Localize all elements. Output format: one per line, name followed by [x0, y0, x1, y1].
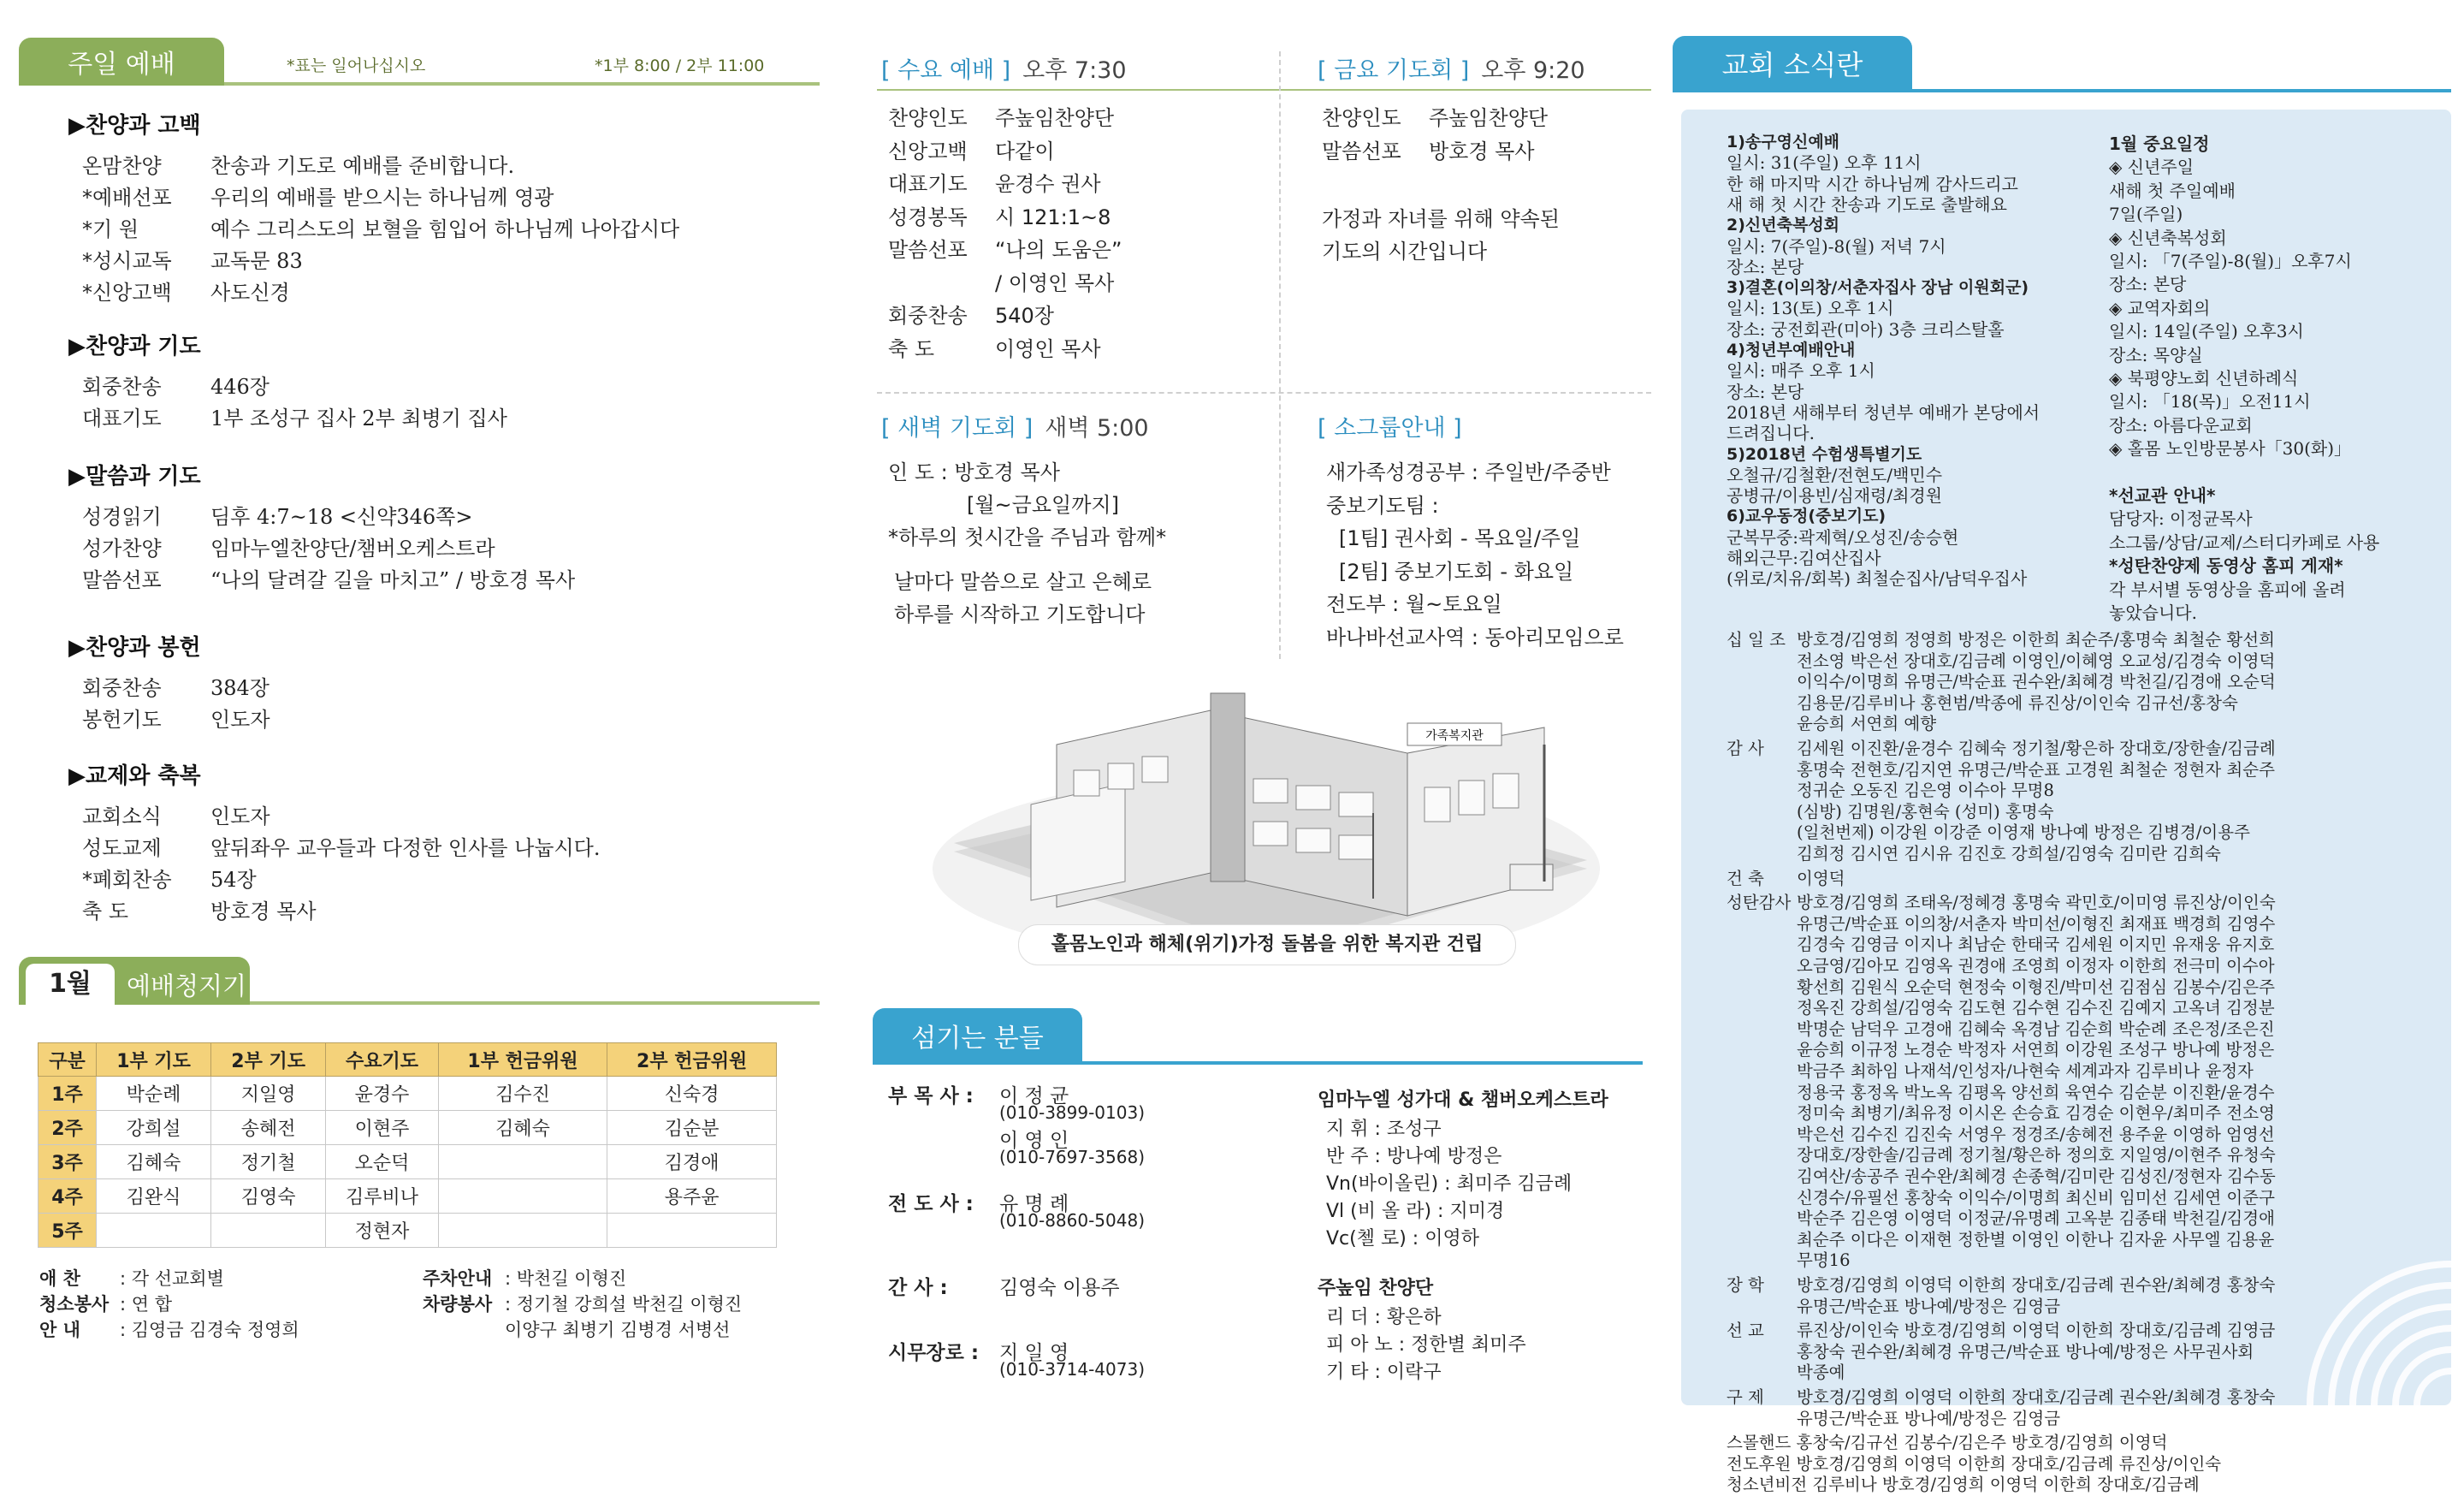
note-label: 안 내 — [39, 1320, 80, 1340]
row-value: 540장 — [995, 304, 1054, 328]
column-divider — [1279, 51, 1281, 659]
roll-line: 오금영/김아모 김영옥 권경애 조영희 이정자 이한희 전극미 이수아 — [1797, 955, 2275, 976]
news-line: 군복무중:곽제혁/오성진/송승현 — [1727, 526, 1959, 548]
row-value: 사도신경 — [210, 281, 290, 305]
row-label: 봉헌기도 — [82, 708, 162, 732]
news-schedule-line: 장소: 본당 — [2109, 274, 2187, 295]
server-value: 이 정 균 — [999, 1085, 1069, 1107]
news-schedule-line: 소그룹/상담/교제/스터디카페로 사용 — [2109, 531, 2380, 553]
choir-member: 반 주 : 방나예 방정은 — [1326, 1146, 1502, 1167]
roll-line: 정옥진 강희설/김영숙 김도현 김수현 김수진 김예지 고옥녀 김정분 — [1797, 998, 2275, 1018]
roll-line: 무명16 — [1797, 1250, 1851, 1271]
row-label: 회중찬송 — [82, 676, 162, 700]
news-schedule-line: 각 부서별 동영상을 홈피에 올려 — [2109, 579, 2346, 600]
news-schedule-line: *선교관 안내* — [2109, 485, 2216, 506]
row-divider — [877, 392, 1651, 394]
row-value: 다같이 — [995, 139, 1055, 163]
note-label: 차량봉사 — [423, 1294, 493, 1315]
news-schedule-line: 일시: 14일(주일) 오후3시 — [2109, 321, 2304, 342]
roll-label: 성탄감사 — [1727, 893, 1792, 913]
table-cell: 용주윤 — [607, 1179, 777, 1214]
row-label: 회중찬송 — [888, 304, 968, 328]
row-label: 성경읽기 — [82, 505, 162, 529]
news-schedule-line: 7일(주일) — [2109, 204, 2183, 225]
praise-member: 기 타 : 이락구 — [1326, 1362, 1442, 1383]
server-value: 유 명 례 — [999, 1193, 1069, 1215]
row-label: 성도교제 — [82, 836, 162, 860]
row-label: 신앙고백 — [888, 139, 968, 163]
news-line: 4)청년부예배안내 — [1727, 341, 1856, 359]
roll-line: 전소영 박은선 장대호/김금례 이영인/이혜영 오교성/김경숙 이영덕 — [1797, 650, 2276, 671]
row-value: 인도자 — [210, 708, 270, 732]
table-row — [38, 1077, 777, 1111]
roll-line: 박명순 남덕우 고경애 김혜숙 옥경남 김순희 박순례 조은정/조은진 — [1797, 1018, 2275, 1039]
roll-line: 유명근/박순표 방나예/방정은 김영금 — [1797, 1408, 2061, 1428]
note-label: 주차안내 — [423, 1268, 493, 1289]
note-label: 청소봉사 — [39, 1294, 110, 1315]
row-value: 54장 — [210, 868, 257, 892]
table-cell: 김순분 — [607, 1111, 777, 1145]
row-label: *폐회찬송 — [82, 868, 172, 892]
news-line: 오철규/김철환/전현도/백민수 — [1727, 464, 1943, 485]
wednesday-row — [888, 299, 1054, 329]
news-line: 1)송구영신예배 — [1727, 133, 1840, 151]
table-cell — [438, 1214, 607, 1248]
friday-row — [1322, 101, 1548, 131]
worship-row — [82, 149, 514, 179]
news-line: 장소: 본당 — [1727, 256, 1804, 277]
servers-tab: 섬기는 분들 — [873, 1008, 1082, 1063]
choir-member: 지 휘 : 조성구 — [1326, 1119, 1442, 1140]
table-header: 2부 헌금위원 — [607, 1043, 777, 1077]
worship-steward-table — [38, 1042, 777, 1248]
roll-line: 윤승희 이규정 노경순 박정자 서연희 이강원 조성구 방나예 방정은 — [1797, 1040, 2275, 1060]
worship-row — [82, 863, 257, 893]
roll-block — [1727, 630, 2445, 735]
dawn-time: 새벽 5:00 — [1045, 415, 1149, 442]
sunday-service-tab: 주일 예배 — [19, 38, 224, 86]
roll-line: 전도후원 방호경/김영희 이영덕 이한희 장대호/김금례 류진상/이인숙 — [1727, 1453, 2222, 1474]
row-label: 대표기도 — [888, 172, 968, 196]
worship-row — [82, 894, 317, 924]
friday-row — [1322, 134, 1535, 164]
roll-line: 이영덕 — [1797, 868, 1845, 888]
server-value: 지 일 영 — [999, 1342, 1069, 1364]
server-value: (010-8860-5048) — [999, 1210, 1146, 1231]
news-line: 일시: 매주 오후 1시 — [1727, 360, 1875, 382]
row-value: 앞뒤좌우 교우들과 다정한 인사를 나눕시다. — [210, 836, 601, 860]
note-value: : 각 선교회별 — [120, 1268, 224, 1289]
table-cell: 강희설 — [97, 1111, 211, 1145]
worship-row — [82, 799, 270, 829]
news-line: 2018년 새해부터 청년부 예배가 본당에서 — [1727, 401, 2040, 423]
server-label: 간 사 : — [888, 1277, 948, 1299]
news-schedule-line: 담당자: 이정균목사 — [2109, 508, 2253, 530]
server-label: 시무장로 : — [888, 1342, 980, 1364]
table-cell: 정기철 — [211, 1145, 326, 1179]
roll-line: 김용문/김루비나 홍현범/박종에 류진상/이인숙 김규선/홍창숙 — [1797, 692, 2238, 713]
row-value: “나의 도움은” — [995, 238, 1122, 262]
row-label: 축 도 — [82, 899, 128, 923]
row-value: 이영인 목사 — [995, 336, 1101, 361]
building-sign: 가족복지관 — [1425, 729, 1484, 743]
praise-member: 피 아 노 : 정한별 최미주 — [1326, 1334, 1526, 1356]
dawn-line: 인 도 : 방호경 목사 — [888, 460, 1060, 484]
roll-line: 최순주 이다은 이재현 정한별 이영인 이한나 김자윤 사무엘 김용윤 — [1797, 1229, 2275, 1250]
row-label: 회중찬송 — [82, 375, 162, 399]
table-cell: 김영숙 — [211, 1179, 326, 1214]
news-schedule-line: 새해 첫 주일예배 — [2109, 180, 2236, 201]
sunday-service-column — [0, 0, 821, 1416]
table-header: 구분 — [38, 1043, 97, 1077]
roll-block — [1727, 1433, 2445, 1496]
dawn-line: 날마다 말씀으로 살고 은혜로 — [894, 570, 1152, 594]
table-cell: 이현주 — [326, 1111, 439, 1145]
section-title: ▶말씀과 기도 — [68, 464, 201, 490]
row-value: 384장 — [210, 676, 270, 700]
roll-line: 방호경/김영희 조태옥/정혜경 홍명숙 곽민호/이미영 류진상/이인숙 — [1797, 893, 2276, 913]
table-cell: 신숙경 — [607, 1077, 777, 1111]
row-value: 방호경 목사 — [1429, 139, 1535, 163]
friday-time: 오후 9:20 — [1481, 57, 1585, 84]
roll-block — [1727, 1387, 2445, 1429]
wednesday-row — [888, 134, 1055, 164]
roll-line: 김희정 김시연 김시유 김진호 강희설/김영숙 김미란 김희숙 — [1797, 844, 2221, 864]
news-line: 일시: 7(주일)-8(월) 저녁 7시 — [1727, 235, 1946, 257]
row-value: 시 121:1~8 — [995, 205, 1111, 229]
roll-line: 박은선 김수진 김진숙 서영우 정경조/송혜전 용주윤 이영하 엄영선 — [1797, 1124, 2275, 1144]
table-cell: 4주 — [38, 1179, 97, 1214]
roll-block — [1727, 893, 2445, 1272]
table-header: 1부 기도 — [97, 1043, 211, 1077]
worship-row — [82, 244, 303, 274]
section-divider — [877, 89, 1651, 91]
news-tab: 교회 소식란 — [1673, 36, 1912, 91]
smallgroup-line: 바나바선교사역 : 동아리모임으로 — [1326, 625, 1624, 650]
row-value: 446장 — [210, 375, 270, 399]
friday-title: [ 금요 기도회 ] — [1318, 57, 1470, 84]
smallgroup-line: 중보기도팀 : — [1326, 493, 1439, 518]
news-schedule-line: 장소: 목양실 — [2109, 344, 2203, 365]
roll-block — [1727, 869, 2445, 890]
worship-row — [82, 370, 270, 400]
news-schedule-line: ◈ 교역자회의 — [2109, 297, 2211, 318]
server-value: (010-7697-3568) — [999, 1147, 1146, 1167]
table-cell: 정현자 — [326, 1214, 439, 1248]
news-line: 일시: 31(주일) 오후 11시 — [1727, 152, 1922, 174]
table-cell: 1주 — [38, 1077, 97, 1111]
table-cell — [438, 1145, 607, 1179]
table-cell: 김수진 — [438, 1077, 607, 1111]
friday-note-1: 가정과 자녀를 위해 약속된 — [1322, 207, 1560, 231]
choir-member: Vn(바이올린) : 최미주 김금례 — [1326, 1173, 1573, 1195]
friday-header — [1318, 51, 1585, 85]
news-line: (위로/치유/회복) 최철순집사/남덕우집사 — [1727, 568, 2028, 590]
row-value: 우리의 예배를 받으시는 하나님께 영광 — [210, 186, 554, 210]
table-cell: 윤경수 — [326, 1077, 439, 1111]
wednesday-row — [888, 332, 1101, 362]
dawn-line: [월~금요일까지] — [967, 493, 1119, 517]
smallgroup-header — [1318, 409, 1462, 442]
server-value: (010-3899-0103) — [999, 1102, 1146, 1123]
section-title: ▶찬양과 기도 — [68, 334, 201, 359]
roll-line: 박금주 최하임 나재석/인성자/나현숙 세계과자 김루비나 윤정자 — [1797, 1060, 2254, 1081]
news-schedule-line: 일시: 「7(주일)-8(월)」오후7시 — [2109, 251, 2352, 271]
news-line: 한 해 마지막 시간 하나님께 감사드리고 — [1727, 173, 2018, 194]
row-label: 온맘찬양 — [82, 154, 162, 178]
wednesday-row — [888, 266, 1114, 296]
worship-row — [82, 401, 507, 431]
news-schedule-line: ◈ 홀몸 노인방문봉사「30(화)」 — [2109, 438, 2352, 460]
row-value: 방호경 목사 — [210, 899, 317, 923]
roll-line: 김경숙 김영금 이지나 최남순 한태국 김세원 이지민 유재웅 유지호 — [1797, 935, 2275, 955]
choir-title: 임마누엘 성가대 & 챔버오케스트라 — [1318, 1089, 1608, 1111]
dawn-title: [ 새벽 기도회 ] — [881, 415, 1034, 442]
roll-label: 건 축 — [1727, 868, 1764, 888]
smallgroup-title: [ 소그룹안내 ] — [1318, 415, 1462, 442]
roll-line: 장대호/장한솔/김금례 정기철/황은하 정의호 지일영/이현주 유청숙 — [1797, 1145, 2276, 1166]
worship-row — [82, 831, 600, 861]
server-value: 김영숙 이용주 — [999, 1277, 1120, 1299]
table-cell: 김혜숙 — [97, 1145, 211, 1179]
news-schedule-line: ◈ 신년축복성회 — [2109, 227, 2227, 248]
weekday-column — [873, 0, 1643, 1416]
table-cell: 송혜전 — [211, 1111, 326, 1145]
table-header: 수요기도 — [326, 1043, 439, 1077]
row-value: 예수 그리스도의 보혈을 힘입어 하나님께 나아갑시다 — [210, 217, 680, 241]
row-value: 주높임찬양단 — [995, 106, 1115, 130]
news-schedule-line: *성탄찬양제 동영상 홈피 게재* — [2109, 555, 2343, 577]
choir-member: Vl (비 올 라) : 지미경 — [1326, 1201, 1505, 1222]
news-line: 해외근무:김여산집사 — [1727, 548, 1881, 568]
row-value: 교독문 83 — [210, 249, 303, 273]
worship-row — [82, 671, 270, 701]
table-cell: 박순례 — [97, 1077, 211, 1111]
praise-member: 리 더 : 황은하 — [1326, 1307, 1442, 1328]
news-line: 6)교우동정(중보기도) — [1727, 507, 1886, 526]
note-value: : 박천길 이형진 — [505, 1268, 627, 1289]
row-label: 말씀선포 — [1322, 139, 1401, 163]
note-value: : 김영금 김경숙 정영희 — [120, 1320, 299, 1340]
roll-line: 홍명숙 전현호/김지연 유명근/박순표 고경원 최철순 정현자 최순주 — [1797, 759, 2275, 780]
roll-label: 십 일 조 — [1727, 630, 1786, 650]
roll-line: 정용국 홍정옥 박노옥 김평옥 양선희 육연수 김순분 이진환/윤경수 — [1797, 1082, 2275, 1102]
news-line: 공병규/이용빈/심재령/최경원 — [1727, 485, 1943, 507]
table-cell: 3주 — [38, 1145, 97, 1179]
news-schedule-line: 일시: 「18(목)」오전11시 — [2109, 391, 2311, 413]
note-value: : 정기철 강희설 박천길 이형진 — [505, 1294, 743, 1315]
table-row — [38, 1179, 777, 1214]
wednesday-row — [888, 200, 1111, 230]
table-cell: 2주 — [38, 1111, 97, 1145]
roll-line: 윤승희 서연희 예향 — [1797, 714, 1937, 734]
roll-line: (심방) 김명원/홍현숙 (성미) 홍명숙 — [1797, 801, 2054, 822]
table-row — [38, 1111, 777, 1145]
table-cell: 김루비나 — [326, 1179, 439, 1214]
row-label: 찬양인도 — [888, 106, 968, 130]
roll-line: 박순주 김은영 이영덕 이정균/유명례 고옥분 김종태 박천길/김경애 — [1797, 1208, 2275, 1229]
table-row — [38, 1145, 777, 1179]
table-cell: 오순덕 — [326, 1145, 439, 1179]
row-value: 1부 조성구 집사 2부 최병기 집사 — [210, 407, 507, 430]
table-cell: 김경애 — [607, 1145, 777, 1179]
news-line: 2)신년축복성회 — [1727, 216, 1840, 235]
roll-line: 김세원 이진환/윤경수 김혜숙 정기철/황은하 장대호/장한솔/김금례 — [1797, 739, 2276, 758]
roll-block — [1727, 1321, 2445, 1384]
news-line: 3)결혼(이의창/서춘자집사 장남 이원회군) — [1727, 278, 2029, 298]
schedule-month: 1월 — [26, 964, 115, 1005]
row-label: 축 도 — [888, 336, 934, 361]
friday-note-2: 기도의 시간입니다 — [1322, 240, 1488, 264]
roll-line: 방호경/김영희 이영덕 이한희 장대호/김금례 권수완/최혜경 홍창숙 — [1797, 1387, 2276, 1407]
worship-row — [82, 181, 554, 211]
news-schedule-line: 장소: 아름다운교회 — [2109, 414, 2253, 436]
roll-block — [1727, 739, 2445, 865]
wednesday-time: 오후 7:30 — [1022, 57, 1127, 84]
smallgroup-line: [2팀] 중보기도회 - 화요일 — [1339, 559, 1574, 584]
news-schedule-line: ◈ 신년주일 — [2109, 157, 2194, 178]
roll-line: (일천번제) 이강원 이강준 이영재 방나예 방정은 김병경/이용주 — [1797, 822, 2250, 843]
news-line: 일시: 13(토) 오후 1시 — [1727, 298, 1894, 319]
smallgroup-line: [1팀] 권사회 - 목요일/주일 — [1339, 526, 1581, 550]
table-header: 1부 헌금위원 — [438, 1043, 607, 1077]
roll-line: 신경수/유필선 홍창숙 이익수/이명희 최신비 임미선 김세연 이준구 — [1797, 1187, 2275, 1208]
section-title: ▶교제와 축복 — [68, 763, 201, 789]
table-cell — [607, 1214, 777, 1248]
note-label: 애 찬 — [39, 1268, 80, 1289]
smallgroup-line: 새가족성경공부 : 주일반/주중반 — [1326, 460, 1611, 484]
praise-title: 주높임 찬양단 — [1318, 1278, 1434, 1299]
news-line: 장소: 본당 — [1727, 381, 1804, 402]
roll-label: 장 학 — [1727, 1275, 1764, 1295]
roll-line: 황선희 김원식 오순덕 현정숙 이형진/박미선 김점심 김봉수/김은주 — [1797, 977, 2275, 997]
roll-line: 유명근/박순표 방나예/방정은 김영금 — [1797, 1296, 2061, 1316]
news-schedule-line: 놓았습니다. — [2109, 603, 2197, 623]
service-times: *1부 8:00 / 2부 11:00 — [595, 56, 765, 75]
row-label: *예배선포 — [82, 186, 172, 210]
note-value: 이양구 최병기 김병경 서병선 — [505, 1320, 731, 1340]
row-value: 윤경수 권사 — [995, 172, 1101, 196]
news-schedule-line: 1월 중요일정 — [2109, 134, 2210, 154]
welfare-center-illustration — [928, 676, 1604, 976]
smallgroup-line: 전도부 : 월~토요일 — [1326, 592, 1502, 616]
row-label: 말씀선포 — [888, 238, 968, 262]
roll-line: 방호경/김영희 이영덕 이한희 장대호/김금례 권수완/최혜경 홍창숙 — [1797, 1275, 2276, 1295]
worship-row — [82, 531, 495, 561]
table-cell: 김완식 — [97, 1179, 211, 1214]
server-label: 부 목 사 : — [888, 1085, 974, 1107]
row-value: 인도자 — [210, 804, 270, 828]
wednesday-row — [888, 101, 1114, 131]
row-label: *성시교독 — [82, 249, 172, 273]
roll-label: 감 사 — [1727, 739, 1764, 758]
row-label: *신앙고백 — [82, 281, 172, 305]
roll-line: 이익수/이명희 유명근/박순표 권수완/최혜경 박천길/김경애 오순덕 — [1797, 672, 2276, 692]
choir-member: Vc(첼 로) : 이영하 — [1326, 1228, 1479, 1250]
note-value: : 연 합 — [120, 1294, 172, 1315]
building-caption: 홀몸노인과 해체(위기)가정 돌봄을 위한 복지관 건립 — [1018, 924, 1516, 965]
row-label: *기 원 — [82, 217, 139, 241]
server-label: 전 도 사 : — [888, 1193, 974, 1215]
row-label: 교회소식 — [82, 804, 162, 828]
row-value: 임마누엘찬양단/챔버오케스트라 — [210, 537, 495, 561]
row-label: 말씀선포 — [82, 568, 162, 592]
table-cell — [438, 1179, 607, 1214]
worship-row — [82, 500, 472, 530]
server-value: 이 영 인 — [999, 1130, 1069, 1152]
news-line: 드려집니다. — [1727, 423, 1815, 444]
table-cell: 5주 — [38, 1214, 97, 1248]
schedule-tab — [19, 957, 250, 1005]
worship-row — [82, 563, 575, 593]
news-schedule-line: ◈ 북평양노회 신년하례식 — [2109, 368, 2299, 389]
roll-line: 김여산/송공주 권수완/최혜경 손종혁/김미란 김성진/정현자 김수동 — [1797, 1166, 2276, 1186]
row-label: 대표기도 — [82, 407, 162, 430]
wednesday-row — [888, 233, 1122, 263]
news-line: 장소: 궁전회관(미아) 3층 크리스탈홀 — [1727, 318, 2005, 340]
table-row — [38, 1214, 777, 1248]
wednesday-title: [ 수요 예배 ] — [881, 57, 1011, 84]
worship-row — [82, 276, 290, 306]
standing-note: *표는 일어나십시오 — [287, 56, 426, 75]
roll-line: 류진상/이인숙 방호경/김영희 이영덕 이한희 장대호/김금례 김영금 — [1797, 1321, 2276, 1341]
worship-row — [82, 212, 679, 242]
row-label: 성경봉독 — [888, 205, 968, 229]
roll-label: 구 제 — [1727, 1387, 1764, 1407]
dawn-header — [881, 409, 1149, 442]
row-value: 주높임찬양단 — [1429, 106, 1549, 130]
roll-line: 정미숙 최병기/최유정 이시온 손승효 김경순 이현우/최미주 전소영 — [1797, 1103, 2275, 1124]
roll-line: 방호경/김영희 정영희 방정은 이한희 최순주/홍명숙 최철순 황선희 — [1797, 630, 2275, 650]
roll-line: 스몰핸드 홍창숙/김규선 김봉수/김은주 방호경/김영희 이영덕 — [1727, 1433, 2168, 1453]
roll-line: 유명근/박순표 이의창/서춘자 박미선/이형진 최재표 백경희 김영수 — [1797, 913, 2276, 934]
table-header: 2부 기도 — [211, 1043, 326, 1077]
news-line: 5)2018년 수험생특별기도 — [1727, 444, 1922, 464]
dawn-line: 하루를 시작하고 기도합니다 — [894, 603, 1146, 626]
row-label: 찬양인도 — [1322, 106, 1401, 130]
row-value: “나의 달려갈 길을 마치고” / 방호경 목사 — [210, 568, 576, 592]
section-title: ▶찬양과 고백 — [68, 113, 201, 139]
roll-line: 정귀순 오동진 김은영 이수아 무명8 — [1797, 781, 2054, 801]
row-value: 찬송과 기도로 예배를 준비합니다. — [210, 154, 515, 178]
worship-row — [82, 703, 270, 733]
server-value: (010-3714-4073) — [999, 1359, 1146, 1380]
table-cell: 김혜숙 — [438, 1111, 607, 1145]
row-value: / 이영인 목사 — [995, 270, 1115, 295]
table-cell: 지일영 — [211, 1077, 326, 1111]
roll-line: 박종예 — [1797, 1362, 1845, 1383]
news-line: 새 해 첫 시간 찬송과 기도로 출발해요 — [1727, 193, 2007, 215]
wednesday-row — [888, 167, 1101, 197]
row-label: 성가찬양 — [82, 537, 162, 561]
table-cell — [211, 1214, 326, 1248]
section-title: ▶찬양과 봉헌 — [68, 635, 201, 661]
schedule-title: 예배청지기 — [127, 971, 247, 1000]
roll-line: 청소년비전 김루비나 방호경/김영희 이영덕 이한희 장대호/김금례 — [1727, 1475, 2200, 1495]
roll-block — [1727, 1275, 2445, 1317]
roll-label: 선 교 — [1727, 1321, 1764, 1341]
dawn-line: *하루의 첫시간을 주님과 함께* — [888, 525, 1167, 549]
roll-line: 홍창숙 권수완/최혜경 유명근/박순표 방나예/방정은 사무권사회 — [1797, 1341, 2254, 1362]
wednesday-header — [881, 51, 1127, 85]
row-value: 딤후 4:7~18 <신약346쪽> — [210, 505, 473, 529]
table-cell — [97, 1214, 211, 1248]
